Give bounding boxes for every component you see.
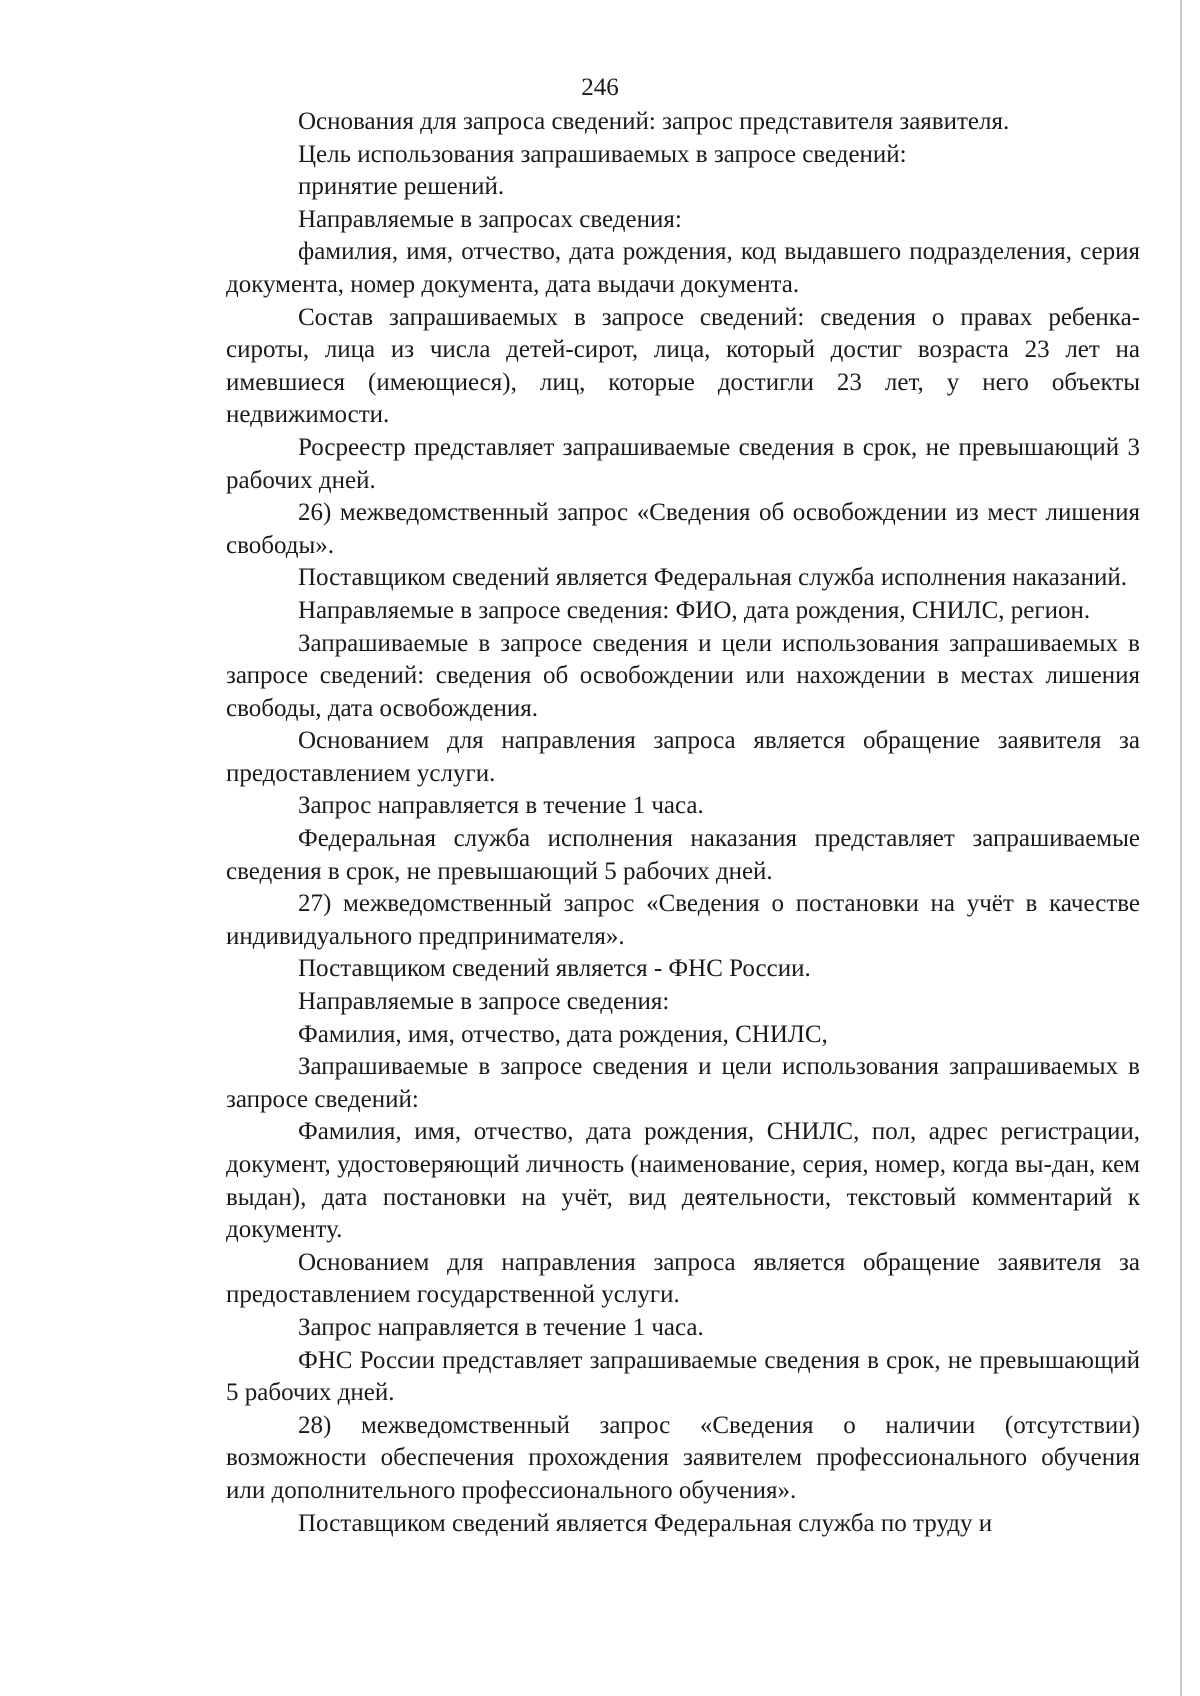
paragraph: Запрашиваемые в запросе сведения и цели использования запрашиваемых в запросе сведений: xyxy=(226,1053,1140,1113)
paragraph: Фамилия, имя, отчество, дата рождения, СНИЛС, xyxy=(298,1020,828,1048)
paragraph: Федеральная служба исполнения наказания представляет запрашиваемые сведения в срок, не превышающий 5 рабочих дней. xyxy=(226,825,1140,885)
paragraph: фамилия, имя, отчество, дата рождения, код выдавшего подразделения, серия документа, номер документа, дата выдачи документа. xyxy=(226,238,1140,298)
paragraph: Направляемые в запросах сведения: xyxy=(298,205,682,233)
paragraph: 28) межведомственный запрос «Сведения о наличии (отсутствии) возможности обеспечения прохождения заявителем профессионального обучения или дополнительного профессионального обучения». xyxy=(226,1411,1140,1504)
paragraph: 26) межведомственный запрос «Сведения об освобождении из мест лишения свободы». xyxy=(226,499,1140,559)
paragraph: Основанием для направления запроса является обращение заявителя за предоставлением государственной услуги. xyxy=(226,1248,1140,1309)
paragraph: принятие решений. xyxy=(298,173,505,201)
paragraph: Основания для запроса сведений: запрос представителя заявителя. xyxy=(298,108,1010,135)
paragraph: Запрашиваемые в запросе сведения и цели использования запрашиваемых в запросе сведений: сведения об освобождении или нахождении в местах лишения свободы, дата освобождения. xyxy=(226,629,1140,722)
paragraph: Запрос направляется в течение 1 часа. xyxy=(298,1313,704,1341)
paragraph: Основанием для направления запроса является обращение заявителя за предоставлением услуги. xyxy=(226,727,1140,787)
paragraph: Направляемые в запросе сведения: xyxy=(298,988,670,1016)
paragraph: Поставщиком сведений является Федеральная служба по труду и xyxy=(298,1509,993,1537)
paragraph: Цель использования запрашиваемых в запросе сведений: xyxy=(298,140,907,168)
paragraph: Поставщиком сведений является - ФНС России. xyxy=(298,955,811,983)
page-number: 246 xyxy=(581,74,619,101)
paragraph: Поставщиком сведений является Федеральная служба исполнения наказаний. xyxy=(298,564,1128,592)
paragraph: Фамилия, имя, отчество, дата рождения, СНИЛС, пол, адрес регистрации, документ, удостоверяющий личность (наименование, серия, номер, когда вы-дан, кем выдан), дата постановки на учёт, вид деятельности, текстовый комментарий к документу. xyxy=(226,1118,1140,1244)
paragraph: Запрос направляется в течение 1 часа. xyxy=(298,792,704,820)
paragraph: Направляемые в запросе сведения: ФИО, дата рождения, СНИЛС, регион. xyxy=(298,596,1091,624)
paragraph: ФНС России представляет запрашиваемые сведения в срок, не превышающий 5 рабочих дней. xyxy=(226,1346,1140,1407)
page-edge-divider xyxy=(1180,0,1182,1696)
paragraph: Состав запрашиваемых в запросе сведений: сведения о правах ребенка-сироты, лица из числа детей-сирот, лица, который достиг возраста 23 лет на имевшиеся (имеющиеся), лиц, которые достигли 23 лет, у него объекты недвижимости. xyxy=(226,303,1140,429)
paragraph: 27) межведомственный запрос «Сведения о постановки на учёт в качестве индивидуального предпринимателя». xyxy=(226,890,1140,950)
document-body xyxy=(226,106,1140,1540)
paragraph: Росреестр представляет запрашиваемые сведения в срок, не превышающий 3 рабочих дней. xyxy=(226,433,1140,494)
